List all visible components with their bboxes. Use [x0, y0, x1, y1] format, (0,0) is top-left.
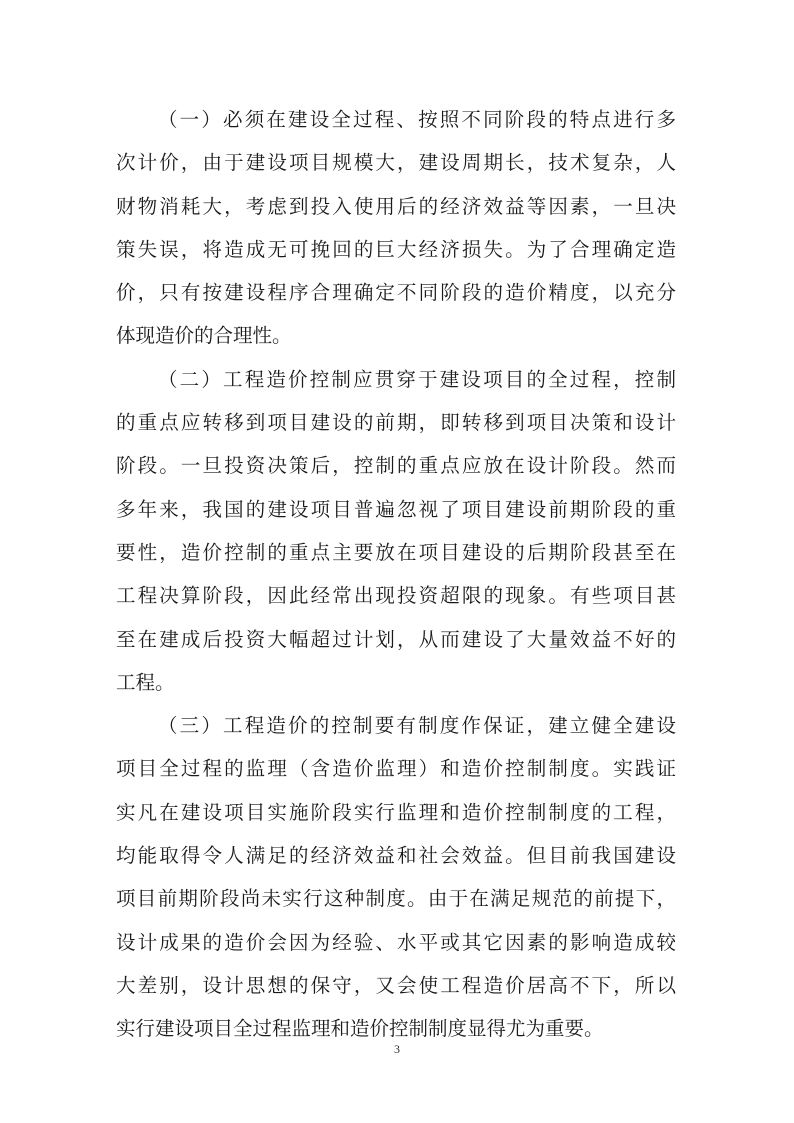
text-line: 要性，造价控制的重点主要放在项目建设的后期阶段甚至在: [116, 540, 676, 564]
body-text: [116, 98, 676, 1051]
text-line: 工程决算阶段，因此经常出现投资超限的现象。有些项目甚: [116, 584, 676, 608]
text-line: 项目全过程的监理（含造价监理）和造价控制制度。实践证: [116, 757, 676, 781]
text-line: 实行建设项目全过程监理和造价控制制度显得尤为重要。: [116, 1017, 604, 1041]
text-line: 均能取得令人满足的经济效益和社会效益。但目前我国建设: [116, 844, 676, 868]
text-line: 的重点应转移到项目建设的前期，即转移到项目决策和设计: [116, 411, 676, 435]
paragraph-3: [116, 704, 676, 1050]
text-line: 次计价，由于建设项目规模大，建设周期长，技术复杂，人: [116, 151, 676, 175]
text-line: 大差别，设计思想的保守，又会使工程造价居高不下，所以: [116, 973, 676, 997]
text-line: 策失误，将造成无可挽回的巨大经济损失。为了合理确定造: [116, 237, 676, 261]
text-line: 项目前期阶段尚未实行这种制度。由于在满足规范的前提下，: [116, 887, 676, 911]
page-number: 3: [394, 1042, 400, 1056]
paragraph-2: [116, 358, 676, 704]
text-line: 财物消耗大，考虑到投入使用后的经济效益等因素，一旦决: [116, 194, 676, 218]
text-line: （一）必须在建设全过程、按照不同阶段的特点进行多: [158, 108, 676, 131]
paragraph-1: [116, 98, 676, 358]
text-line: 体现造价的合理性。: [116, 324, 292, 348]
text-line: 价，只有按建设程序合理确定不同阶段的造价精度，以充分: [116, 281, 676, 305]
text-line: 多年来，我国的建设项目普遍忽视了项目建设前期阶段的重: [116, 497, 676, 521]
text-line: 阶段。一旦投资决策后，控制的重点应放在设计阶段。然而: [116, 454, 676, 478]
text-line: （三）工程造价的控制要有制度作保证，建立健全建设: [158, 714, 676, 738]
text-line: （二）工程造价控制应贯穿于建设项目的全过程，控制: [158, 367, 676, 391]
text-line: 工程。: [116, 670, 175, 694]
text-line: 实凡在建设项目实施阶段实行监理和造价控制制度的工程，: [116, 800, 676, 824]
text-line: 至在建成后投资大幅超过计划，从而建设了大量效益不好的: [116, 627, 676, 651]
text-line: 设计成果的造价会因为经验、水平或其它因素的影响造成较: [116, 930, 676, 954]
